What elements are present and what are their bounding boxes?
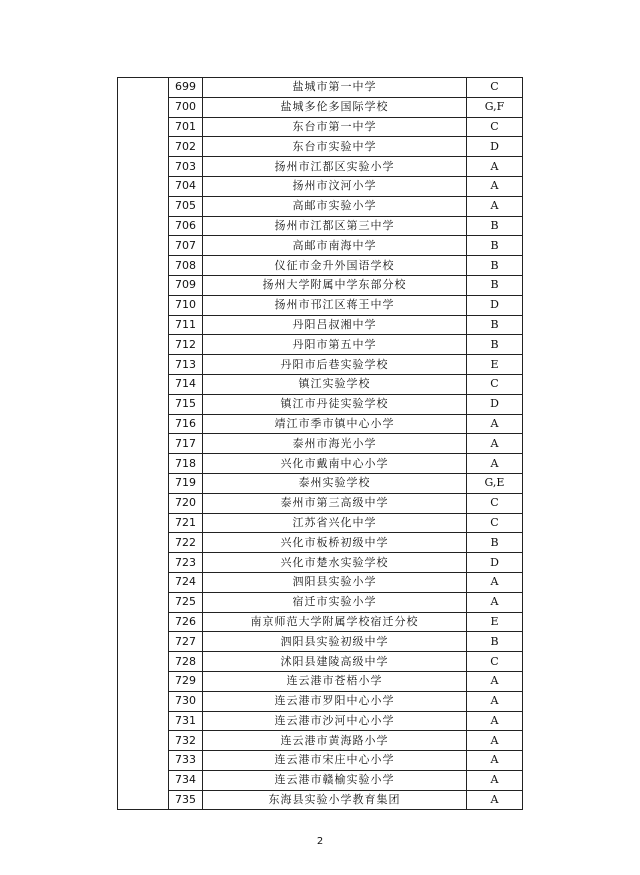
row-number: 721 (169, 513, 203, 533)
school-name: 连云港市赣榆实验小学 (203, 770, 467, 790)
school-name: 高邮市南海中学 (203, 236, 467, 256)
school-name: 连云港市罗阳中心小学 (203, 691, 467, 711)
school-name: 泗阳县实验初级中学 (203, 632, 467, 652)
table-row (118, 117, 523, 137)
row-number: 730 (169, 691, 203, 711)
category-code: A (467, 414, 523, 434)
school-name: 丹阳市第五中学 (203, 335, 467, 355)
table-row (118, 731, 523, 751)
table-row (118, 711, 523, 731)
row-number: 716 (169, 414, 203, 434)
table-row (118, 236, 523, 256)
school-name: 连云港市黄海路小学 (203, 731, 467, 751)
table-row (118, 256, 523, 276)
school-name: 连云港市苍梧小学 (203, 671, 467, 691)
category-code: C (467, 652, 523, 672)
category-code: E (467, 355, 523, 375)
category-code: B (467, 275, 523, 295)
category-code: B (467, 315, 523, 335)
table-row (118, 176, 523, 196)
school-name: 仪征市金升外国语学校 (203, 256, 467, 276)
table-row (118, 355, 523, 375)
row-number: 700 (169, 97, 203, 117)
row-number: 702 (169, 137, 203, 157)
school-name: 兴化市楚水实验学校 (203, 553, 467, 573)
table-row (118, 592, 523, 612)
row-number: 735 (169, 790, 203, 810)
school-list-table (117, 77, 523, 810)
category-code: B (467, 216, 523, 236)
category-code: A (467, 671, 523, 691)
category-code: G,F (467, 97, 523, 117)
table-row (118, 394, 523, 414)
category-code: A (467, 196, 523, 216)
school-name: 东台市实验中学 (203, 137, 467, 157)
category-code: A (467, 751, 523, 771)
table-row (118, 216, 523, 236)
table-row (118, 454, 523, 474)
row-number: 707 (169, 236, 203, 256)
table-row (118, 414, 523, 434)
school-name: 连云港市沙河中心小学 (203, 711, 467, 731)
category-code: B (467, 236, 523, 256)
school-name: 盐城多伦多国际学校 (203, 97, 467, 117)
school-name: 靖江市季市镇中心小学 (203, 414, 467, 434)
table-row (118, 691, 523, 711)
row-number: 710 (169, 295, 203, 315)
school-name: 丹阳市后巷实验学校 (203, 355, 467, 375)
row-number: 704 (169, 176, 203, 196)
table-row (118, 275, 523, 295)
table-row (118, 790, 523, 810)
category-code: A (467, 176, 523, 196)
school-name: 高邮市实验小学 (203, 196, 467, 216)
row-number: 713 (169, 355, 203, 375)
row-number: 722 (169, 533, 203, 553)
school-name: 东海县实验小学教育集团 (203, 790, 467, 810)
row-number: 724 (169, 572, 203, 592)
category-code: A (467, 434, 523, 454)
category-code: A (467, 572, 523, 592)
table-row (118, 751, 523, 771)
row-number: 725 (169, 592, 203, 612)
row-number: 706 (169, 216, 203, 236)
category-code: A (467, 731, 523, 751)
table-row (118, 295, 523, 315)
row-number: 719 (169, 473, 203, 493)
category-code: A (467, 790, 523, 810)
row-number: 709 (169, 275, 203, 295)
table-row (118, 572, 523, 592)
table-row (118, 513, 523, 533)
school-name: 南京师范大学附属学校宿迁分校 (203, 612, 467, 632)
school-name: 扬州市江都区第三中学 (203, 216, 467, 236)
category-code: D (467, 137, 523, 157)
row-number: 727 (169, 632, 203, 652)
category-code: D (467, 295, 523, 315)
row-number: 718 (169, 454, 203, 474)
school-name: 江苏省兴化中学 (203, 513, 467, 533)
category-code: A (467, 711, 523, 731)
category-code: A (467, 691, 523, 711)
category-code: C (467, 78, 523, 98)
category-code: B (467, 632, 523, 652)
row-number: 705 (169, 196, 203, 216)
row-number: 714 (169, 374, 203, 394)
table-row (118, 78, 523, 98)
page-number: 2 (316, 836, 324, 847)
table-row (118, 97, 523, 117)
row-number: 703 (169, 157, 203, 177)
category-code: A (467, 592, 523, 612)
row-number: 726 (169, 612, 203, 632)
category-code: B (467, 256, 523, 276)
school-name: 镇江市丹徒实验学校 (203, 394, 467, 414)
table-row (118, 473, 523, 493)
category-code: A (467, 770, 523, 790)
table-row (118, 374, 523, 394)
category-code: C (467, 493, 523, 513)
school-name: 泰州市海光小学 (203, 434, 467, 454)
category-code: G,E (467, 473, 523, 493)
school-name: 宿迁市实验小学 (203, 592, 467, 612)
category-code: D (467, 553, 523, 573)
school-name: 泰州市第三高级中学 (203, 493, 467, 513)
row-number: 715 (169, 394, 203, 414)
category-code: B (467, 335, 523, 355)
row-number: 720 (169, 493, 203, 513)
category-code: E (467, 612, 523, 632)
school-name: 扬州大学附属中学东部分校 (203, 275, 467, 295)
row-number: 717 (169, 434, 203, 454)
row-number: 728 (169, 652, 203, 672)
category-code: C (467, 374, 523, 394)
table-row (118, 770, 523, 790)
school-name: 东台市第一中学 (203, 117, 467, 137)
school-name: 泗阳县实验小学 (203, 572, 467, 592)
row-number: 712 (169, 335, 203, 355)
row-number: 731 (169, 711, 203, 731)
table-row (118, 196, 523, 216)
category-code: A (467, 157, 523, 177)
category-code: C (467, 117, 523, 137)
row-number: 699 (169, 78, 203, 98)
category-code: D (467, 394, 523, 414)
row-number: 732 (169, 731, 203, 751)
school-name: 扬州市邗江区蒋王中学 (203, 295, 467, 315)
table-row (118, 493, 523, 513)
school-name: 盐城市第一中学 (203, 78, 467, 98)
table-row (118, 553, 523, 573)
table-row (118, 137, 523, 157)
school-name: 兴化市板桥初级中学 (203, 533, 467, 553)
table-row (118, 612, 523, 632)
row-number: 723 (169, 553, 203, 573)
row-number: 701 (169, 117, 203, 137)
row-number: 708 (169, 256, 203, 276)
school-name: 沭阳县建陵高级中学 (203, 652, 467, 672)
school-name: 扬州市汶河小学 (203, 176, 467, 196)
table-row (118, 671, 523, 691)
table-row (118, 315, 523, 335)
school-name: 扬州市江都区实验小学 (203, 157, 467, 177)
row-number: 734 (169, 770, 203, 790)
school-name: 兴化市戴南中心小学 (203, 454, 467, 474)
table-row (118, 157, 523, 177)
table-row (118, 533, 523, 553)
row-number: 733 (169, 751, 203, 771)
school-name: 丹阳吕叔湘中学 (203, 315, 467, 335)
category-code: B (467, 533, 523, 553)
table-row (118, 434, 523, 454)
row-number: 729 (169, 671, 203, 691)
table-row (118, 652, 523, 672)
table-body (118, 78, 523, 810)
row-number: 711 (169, 315, 203, 335)
school-name: 镇江实验学校 (203, 374, 467, 394)
category-code: A (467, 454, 523, 474)
category-code: C (467, 513, 523, 533)
merged-region-cell (118, 78, 169, 810)
school-name: 泰州实验学校 (203, 473, 467, 493)
school-name: 连云港市宋庄中心小学 (203, 751, 467, 771)
table-row (118, 335, 523, 355)
table-row (118, 632, 523, 652)
